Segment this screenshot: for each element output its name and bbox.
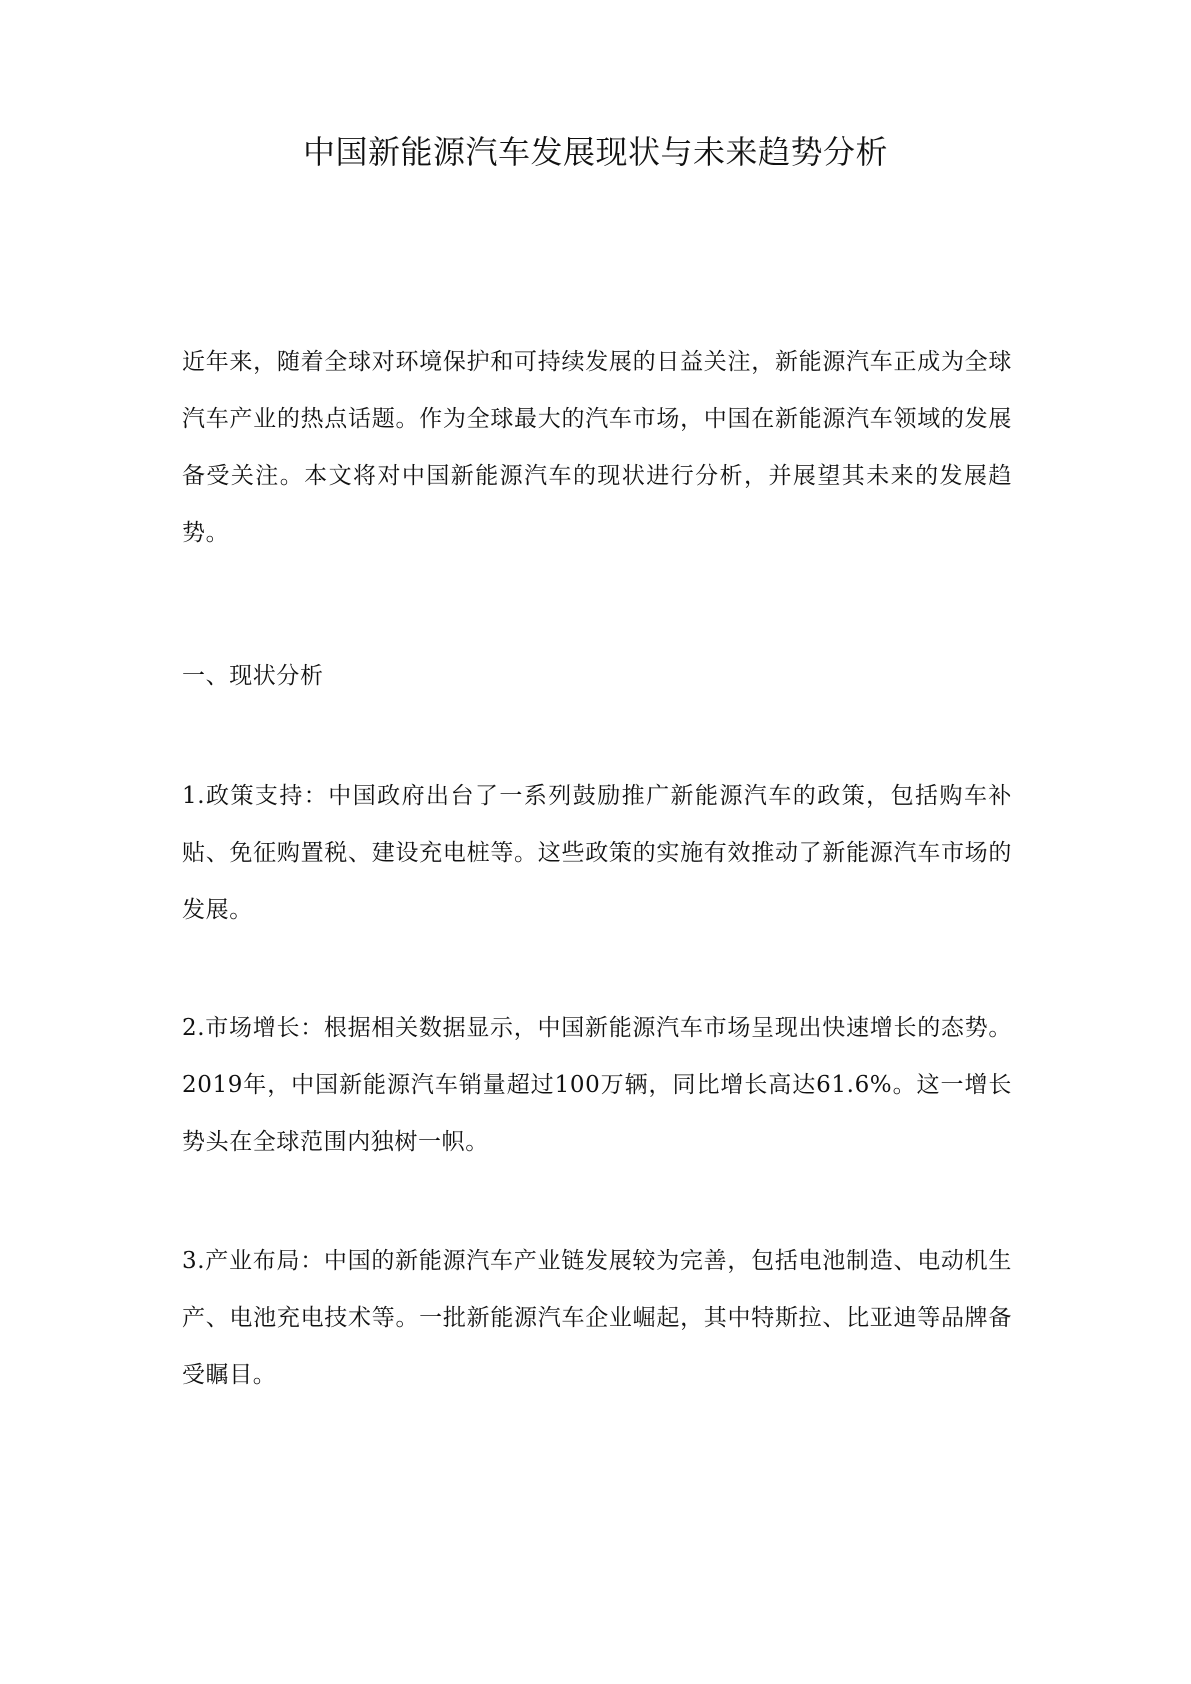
section-heading: 一、现状分析 [182,663,324,689]
document-title: 中国新能源汽车发展现状与未来趋势分析 [302,133,888,171]
list-item-policy-support: 1.政策支持：中国政府出台了一系列鼓励推广新能源汽车的政策，包括购车补贴、免征购置税、建设充电桩等。这些政策的实施有效推动了新能源汽车市场的发展。 [182,783,1012,923]
list-item-market-growth: 2.市场增长：根据相关数据显示，中国新能源汽车市场呈现出快速增长的态势。2019年，中国新能源汽车销量超过100万辆，同比增长高达61.6%。这一增长势头在全球范围内独树一帜。 [182,1015,1012,1155]
intro-paragraph: 近年来，随着全球对环境保护和可持续发展的日益关注，新能源汽车正成为全球汽车产业的热点话题。作为全球最大的汽车市场，中国在新能源汽车领域的发展备受关注。本文将对中国新能源汽车的现状进行分析，并展望其未来的发展趋势。 [182,349,1012,546]
list-item-industry-layout: 3.产业布局：中国的新能源汽车产业链发展较为完善，包括电池制造、电动机生产、电池充电技术等。一批新能源汽车企业崛起，其中特斯拉、比亚迪等品牌备受瞩目。 [182,1248,1012,1388]
